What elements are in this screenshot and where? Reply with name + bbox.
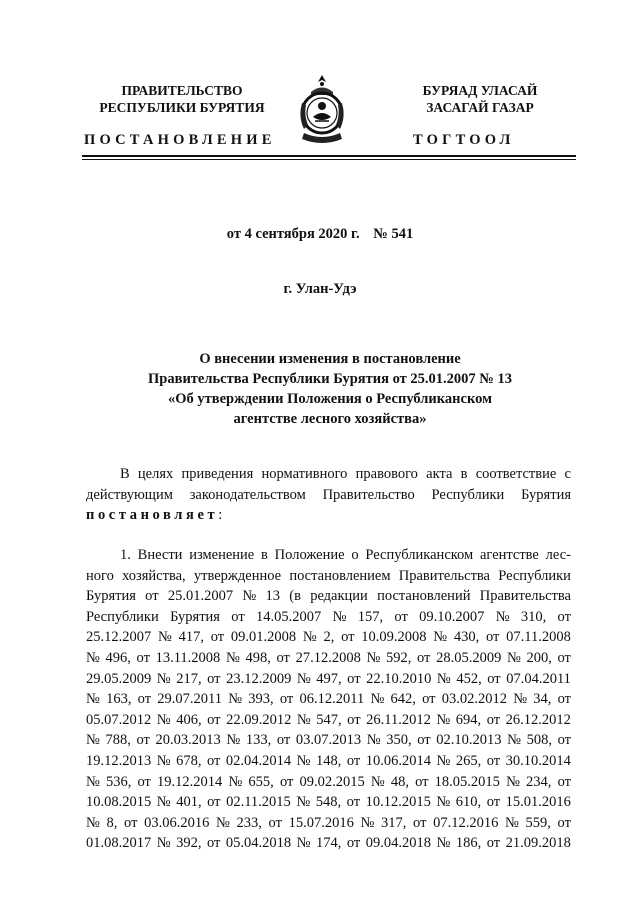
- clause-line: 01.08.2017 № 392, от 05.04.2018 № 174, от 09.04.2018 № 186, от 21.09.2018: [86, 835, 571, 852]
- government-name-russian: [82, 82, 282, 116]
- preamble-decree-line: [86, 505, 571, 526]
- decree-colon: :: [218, 507, 223, 524]
- title-line: агентстве лесного хозяйства»: [233, 411, 427, 427]
- clause-line: № 163, от 29.07.2011 № 393, от 06.12.2011 № 642, от 03.02.2012 № 34, от: [86, 691, 571, 708]
- clause-line: 19.12.2013 № 678, от 02.04.2014 № 148, от 10.06.2014 № 265, от 30.10.2014: [86, 752, 571, 769]
- title-line: Правительства Республики Бурятия от 25.01.2007 № 13: [148, 371, 512, 387]
- clause-line: 05.07.2012 № 406, от 22.09.2012 № 547, от 26.11.2012 № 694, от 26.12.2012: [86, 711, 571, 728]
- government-name-buryat: [385, 82, 575, 116]
- document-number: № 541: [373, 226, 414, 242]
- preamble-line: В целях приведения нормативного правового акта в соответствие с: [120, 466, 571, 482]
- clause-line: Республики Бурятия от 14.05.2007 № 157, от 09.10.2007 № 310, от: [86, 608, 571, 625]
- document-title: [100, 349, 560, 429]
- header-divider-thick: [82, 155, 576, 157]
- header-left-line2: РЕСПУБЛИКИ БУРЯТИЯ: [99, 100, 265, 115]
- header-divider-thin: [82, 159, 576, 160]
- clause-line: № 536, от 19.12.2014 № 655, от 09.02.2015 № 48, от 18.05.2015 № 234, от: [86, 773, 571, 790]
- preamble-line: действующим законодательством Правительство Республики Бурятия: [86, 486, 571, 503]
- clause-1-paragraph: [86, 545, 571, 854]
- title-line: О внесении изменения в постановление: [199, 351, 461, 367]
- header-right-line2: ЗАСАГАЙ ГАЗАР: [426, 100, 534, 115]
- clause-line: № 8, от 03.06.2016 № 233, от 15.07.2016 № 317, от 07.12.2016 № 559, от: [86, 814, 571, 831]
- header-left-line1: ПРАВИТЕЛЬСТВО: [121, 83, 243, 98]
- clause-line: № 496, от 13.11.2008 № 498, от 27.12.2008 № 592, от 28.05.2009 № 200, от: [86, 649, 571, 666]
- header-right-line1: БУРЯАД УЛАСАЙ: [422, 83, 538, 98]
- clause-line: Бурятия от 25.01.2007 № 13 (в редакции постановлений Правительства: [86, 588, 571, 605]
- clause-line: № 788, от 20.03.2013 № 133, от 03.07.2013 № 350, от 02.10.2013 № 508, от: [86, 732, 571, 749]
- clause-line: 29.05.2009 № 217, от 23.12.2009 № 497, от 22.10.2010 № 452, от 07.04.2011: [86, 670, 571, 687]
- document-date-number: [0, 226, 640, 243]
- clause-line: 10.08.2015 № 401, от 02.11.2015 № 548, от 10.12.2015 № 610, от 15.01.2016: [86, 794, 571, 811]
- clause-line: ного хозяйства, утвержденное постановлением Правительства Республики: [86, 567, 571, 584]
- coat-of-arms-icon: [296, 73, 348, 149]
- preamble-paragraph: [86, 464, 571, 526]
- title-line: «Об утверждении Положения о Республиканском: [168, 391, 492, 407]
- clause-line: 25.12.2007 № 417, от 09.01.2008 № 2, от 10.09.2008 № 430, от 07.11.2008: [86, 629, 571, 646]
- document-type-buryat: ТОГТООЛ: [413, 132, 515, 148]
- document-date: от 4 сентября 2020 г.: [226, 226, 360, 242]
- clause-line: 1. Внести изменение в Положение о Республиканском агентстве лес-: [120, 547, 571, 563]
- document-city: г. Улан-Удэ: [283, 281, 357, 297]
- document-type-russian: ПОСТАНОВЛЕНИЕ: [84, 132, 276, 148]
- decree-word: постановляет: [86, 507, 219, 524]
